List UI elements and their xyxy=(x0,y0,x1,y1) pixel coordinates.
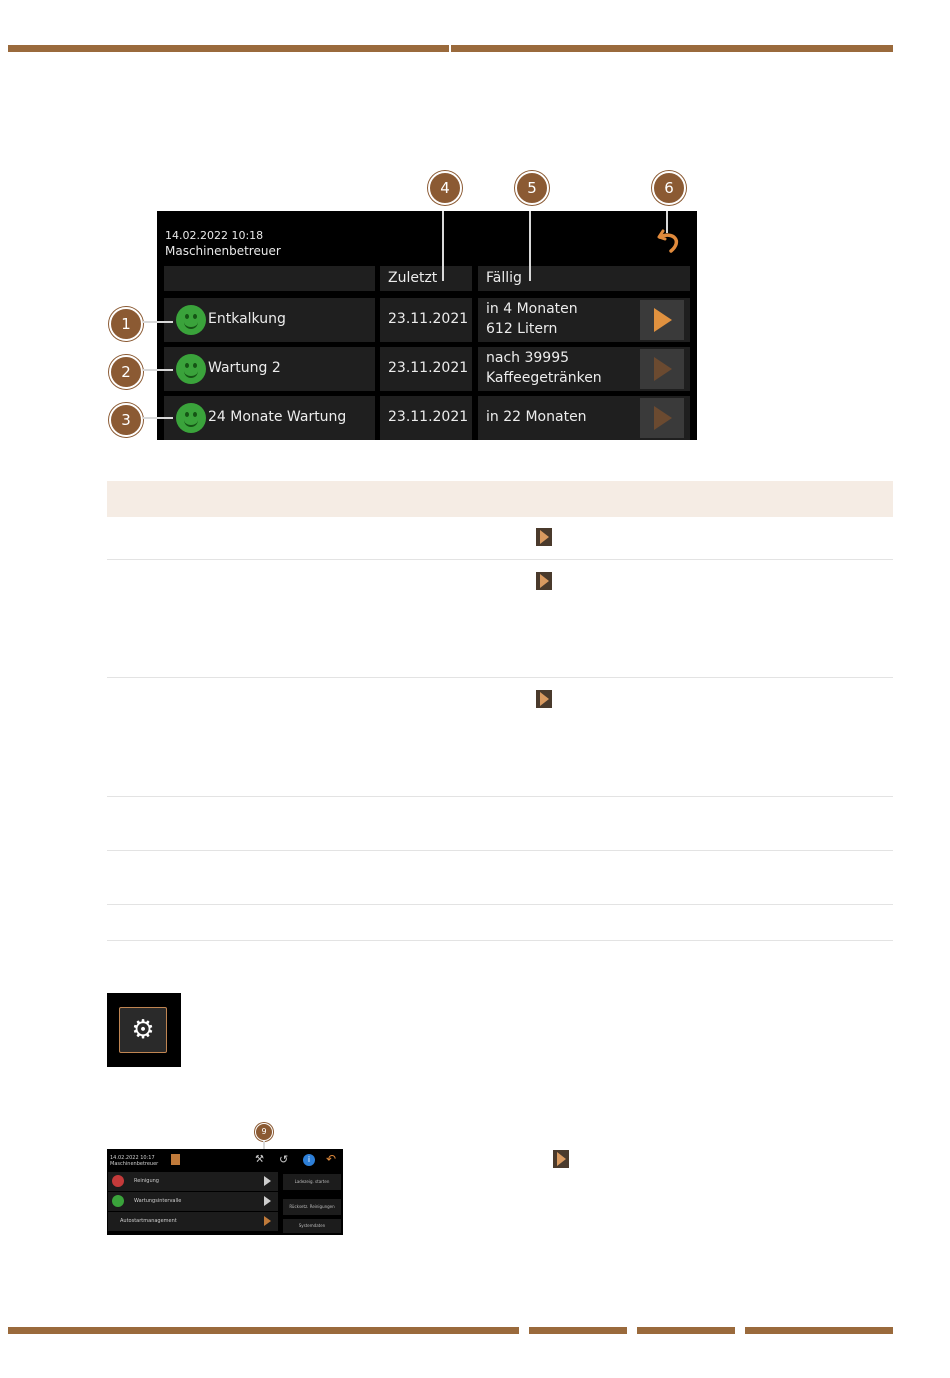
back-icon[interactable] xyxy=(655,225,685,255)
row-last-cell xyxy=(380,298,472,342)
small-list-item[interactable] xyxy=(108,1192,278,1211)
table-header xyxy=(107,481,893,517)
row-due-cell[interactable] xyxy=(478,396,690,440)
arrow-right-icon xyxy=(264,1196,271,1206)
leader-line-6 xyxy=(666,211,668,233)
callout-9: 9 xyxy=(255,1123,273,1141)
maintenance-screen xyxy=(157,211,697,440)
leader-line-3 xyxy=(143,417,173,419)
open-button[interactable] xyxy=(640,349,684,389)
arrow-right-icon xyxy=(264,1176,271,1186)
leader-line-2 xyxy=(143,369,173,371)
row-name: 24 Monate Wartung xyxy=(208,409,347,425)
bottom-divider xyxy=(745,1327,893,1334)
ok-smiley-icon xyxy=(176,403,206,433)
ok-smiley-icon xyxy=(176,354,206,384)
row-last: 23.11.2021 xyxy=(388,409,469,425)
table-rule xyxy=(107,850,893,851)
info-icon[interactable]: i xyxy=(303,1154,315,1166)
small-datetime: 14.02.2022 10:17 xyxy=(110,1155,155,1161)
small-item-label: Reinigung xyxy=(134,1178,159,1184)
table-rule xyxy=(107,940,893,941)
row-last: 23.11.2021 xyxy=(388,311,469,327)
leader-line-1 xyxy=(143,321,173,323)
row-due-line1: in 22 Monaten xyxy=(486,409,587,425)
error-status-icon xyxy=(112,1175,124,1187)
top-divider-left xyxy=(8,45,449,52)
row-name: Wartung 2 xyxy=(208,360,281,376)
arrow-right-icon xyxy=(536,528,552,546)
small-screen xyxy=(107,1149,343,1235)
history-icon[interactable]: ↺ xyxy=(279,1153,289,1166)
top-divider-right xyxy=(451,45,893,52)
open-button[interactable] xyxy=(640,398,684,438)
row-name-cell xyxy=(164,347,375,391)
ok-smiley-icon xyxy=(176,305,206,335)
arrow-right-icon xyxy=(536,572,552,590)
header-last-cell xyxy=(380,266,472,291)
screen-user: Maschinenbetreuer xyxy=(165,244,281,258)
bottom-divider xyxy=(637,1327,735,1334)
exit-icon[interactable] xyxy=(171,1154,180,1165)
bottom-divider xyxy=(8,1327,519,1334)
small-item-label: Autostartmanagement xyxy=(120,1218,177,1224)
arrow-right-icon xyxy=(264,1216,271,1226)
back-icon[interactable]: ↶ xyxy=(326,1152,337,1166)
callout-6: 6 xyxy=(652,171,686,205)
arrow-right-icon xyxy=(654,357,672,381)
callout-5: 5 xyxy=(515,171,549,205)
screen-datetime: 14.02.2022 10:18 xyxy=(165,229,264,242)
header-name-cell xyxy=(164,266,375,291)
header-last: Zuletzt xyxy=(388,270,438,286)
small-user: Maschinenbetreuer xyxy=(110,1161,159,1167)
arrow-right-icon xyxy=(553,1150,569,1168)
row-due-cell[interactable] xyxy=(478,298,690,342)
settings-button[interactable] xyxy=(107,993,181,1067)
table-rule xyxy=(107,559,893,560)
tools-icon[interactable]: ⚒ xyxy=(255,1154,264,1165)
row-name: Entkalkung xyxy=(208,311,286,327)
small-item-label: Wartungsintervalle xyxy=(134,1198,182,1204)
callout-1: 1 xyxy=(109,307,143,341)
small-side-button[interactable]: Ladezeig. starten xyxy=(283,1174,341,1190)
ok-status-icon xyxy=(112,1195,124,1207)
header-due: Fällig xyxy=(486,270,522,286)
leader-line-5 xyxy=(529,211,531,281)
table-rule xyxy=(107,677,893,678)
bottom-divider xyxy=(529,1327,627,1334)
small-side-button[interactable]: Rücksetz. Reinigungen xyxy=(283,1199,341,1215)
arrow-right-icon xyxy=(654,406,672,430)
table-rule xyxy=(107,796,893,797)
callout-2: 2 xyxy=(109,355,143,389)
arrow-right-icon xyxy=(654,308,672,332)
row-due-line1: in 4 Monaten xyxy=(486,301,578,317)
row-due-cell[interactable] xyxy=(478,347,690,391)
row-name-cell xyxy=(164,298,375,342)
row-due-line2: Kaffeegetränken xyxy=(486,370,602,386)
small-side-button[interactable]: Systemdaten xyxy=(283,1219,341,1233)
header-due-cell xyxy=(478,266,690,291)
table-rule xyxy=(107,904,893,905)
leader-line-4 xyxy=(442,211,444,281)
small-list-item[interactable] xyxy=(108,1212,278,1231)
row-last: 23.11.2021 xyxy=(388,360,469,376)
row-name-cell xyxy=(164,396,375,440)
open-button[interactable] xyxy=(640,300,684,340)
row-due-line2: 612 Litern xyxy=(486,321,558,337)
callout-3: 3 xyxy=(109,403,143,437)
callout-4: 4 xyxy=(428,171,462,205)
row-last-cell xyxy=(380,347,472,391)
arrow-right-icon xyxy=(536,690,552,708)
small-list-item[interactable] xyxy=(108,1172,278,1191)
row-due-line1: nach 39995 xyxy=(486,350,570,366)
gear-icon: ⚙ xyxy=(119,1007,167,1053)
row-last-cell xyxy=(380,396,472,440)
